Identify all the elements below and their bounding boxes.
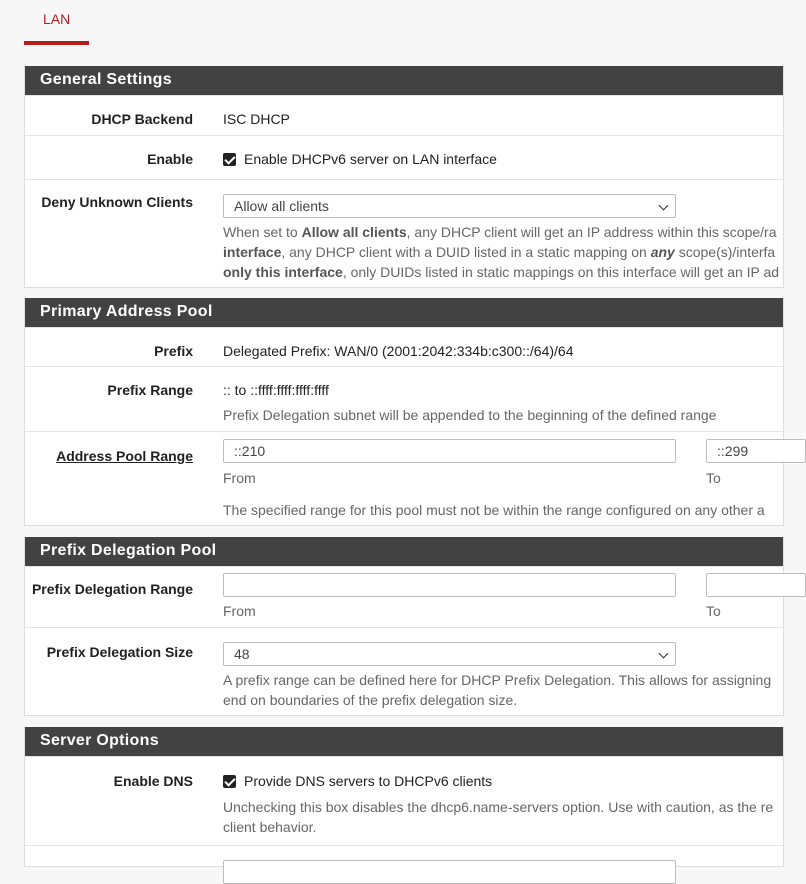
next-row (25, 845, 783, 875)
enable-label: Enable (147, 151, 193, 167)
prefix-delegation-pool-panel (24, 537, 784, 716)
server-options-panel (24, 727, 784, 867)
prefix-row (25, 327, 783, 366)
dhcp-backend-row (25, 95, 783, 135)
primary-address-pool-panel (24, 298, 784, 526)
deny-unknown-label: Deny Unknown Clients (41, 194, 193, 210)
tab-bar (0, 0, 765, 45)
pool-to-caption: To (706, 470, 721, 486)
address-pool-row (25, 431, 783, 526)
pd-range-label: Prefix Delegation Range (31, 581, 193, 597)
pool-help: The specified range for this pool must not be within the range configured on any other a (223, 502, 765, 518)
pool-from-input[interactable]: ::210 (223, 439, 676, 463)
enable-dns-label: Enable DNS (113, 773, 193, 789)
prefix-range-label: Prefix Range (107, 382, 193, 398)
dhcp-backend-value: ISC DHCP (223, 111, 290, 127)
next-row-select[interactable] (223, 860, 676, 884)
pd-size-help: A prefix range can be defined here for DHCP Prefix Delegation. This allows for assigning end on boundaries of the prefix delegation size. (223, 672, 772, 708)
enable-dns-row (25, 756, 783, 845)
prefix-range-help: Prefix Delegation subnet will be appended to the beginning of the defined range (223, 407, 717, 423)
deny-unknown-value: Allow all clients (234, 198, 329, 214)
chevron-down-icon (659, 649, 669, 659)
pd-from-input[interactable] (223, 573, 676, 597)
tab-lan[interactable] (24, 0, 89, 45)
pd-from-caption: From (223, 603, 256, 619)
deny-unknown-select[interactable] (223, 194, 676, 218)
pd-to-caption: To (706, 603, 721, 619)
panel-title: Primary Address Pool (25, 298, 783, 327)
enable-dns-help: Unchecking this box disables the dhcp6.name-servers option. Use with caution, as the re client behavior. (223, 799, 774, 835)
dhcp-backend-label: DHCP Backend (91, 111, 193, 127)
enable-checkbox-text: Enable DHCPv6 server on LAN interface (244, 151, 497, 167)
panel-title: Server Options (25, 727, 783, 756)
address-pool-label[interactable]: Address Pool Range (56, 448, 193, 464)
deny-unknown-row (25, 179, 783, 288)
prefix-range-value: :: to ::ffff:ffff:ffff:ffff (223, 382, 329, 398)
pd-size-label: Prefix Delegation Size (46, 644, 193, 660)
enable-row (25, 135, 783, 179)
prefix-value: Delegated Prefix: WAN/0 (2001:2042:334b:c300::/64)/64 (223, 343, 574, 359)
chevron-down-icon (659, 201, 669, 211)
pool-from-caption: From (223, 470, 256, 486)
panel-title: Prefix Delegation Pool (25, 537, 783, 566)
pd-size-select[interactable] (223, 642, 676, 666)
enable-checkbox-group[interactable] (223, 151, 497, 167)
prefix-range-row (25, 366, 783, 431)
pd-range-row (25, 566, 783, 627)
enable-dns-checkbox[interactable] (223, 775, 236, 788)
prefix-label: Prefix (154, 343, 193, 359)
enable-dns-text: Provide DNS servers to DHCPv6 clients (244, 773, 493, 789)
tab-label: LAN (43, 11, 71, 27)
deny-unknown-help: When set to Allow all clients, any DHCP client will get an IP address within this scope/ra interface, any DHCP client with a DUID listed in a static mapping on any scope(s)/interfa only this interface, only DUIDs listed in static mappings on this interface will get an IP ad (223, 224, 780, 280)
general-settings-panel (24, 66, 784, 288)
enable-dns-checkbox-group[interactable] (223, 773, 492, 789)
pd-to-input[interactable] (706, 573, 806, 597)
panel-title: General Settings (25, 66, 783, 95)
pool-to-input[interactable]: ::299 (706, 439, 806, 463)
pd-size-row (25, 627, 783, 716)
enable-checkbox[interactable] (223, 153, 236, 166)
pd-size-value: 48 (234, 646, 250, 662)
